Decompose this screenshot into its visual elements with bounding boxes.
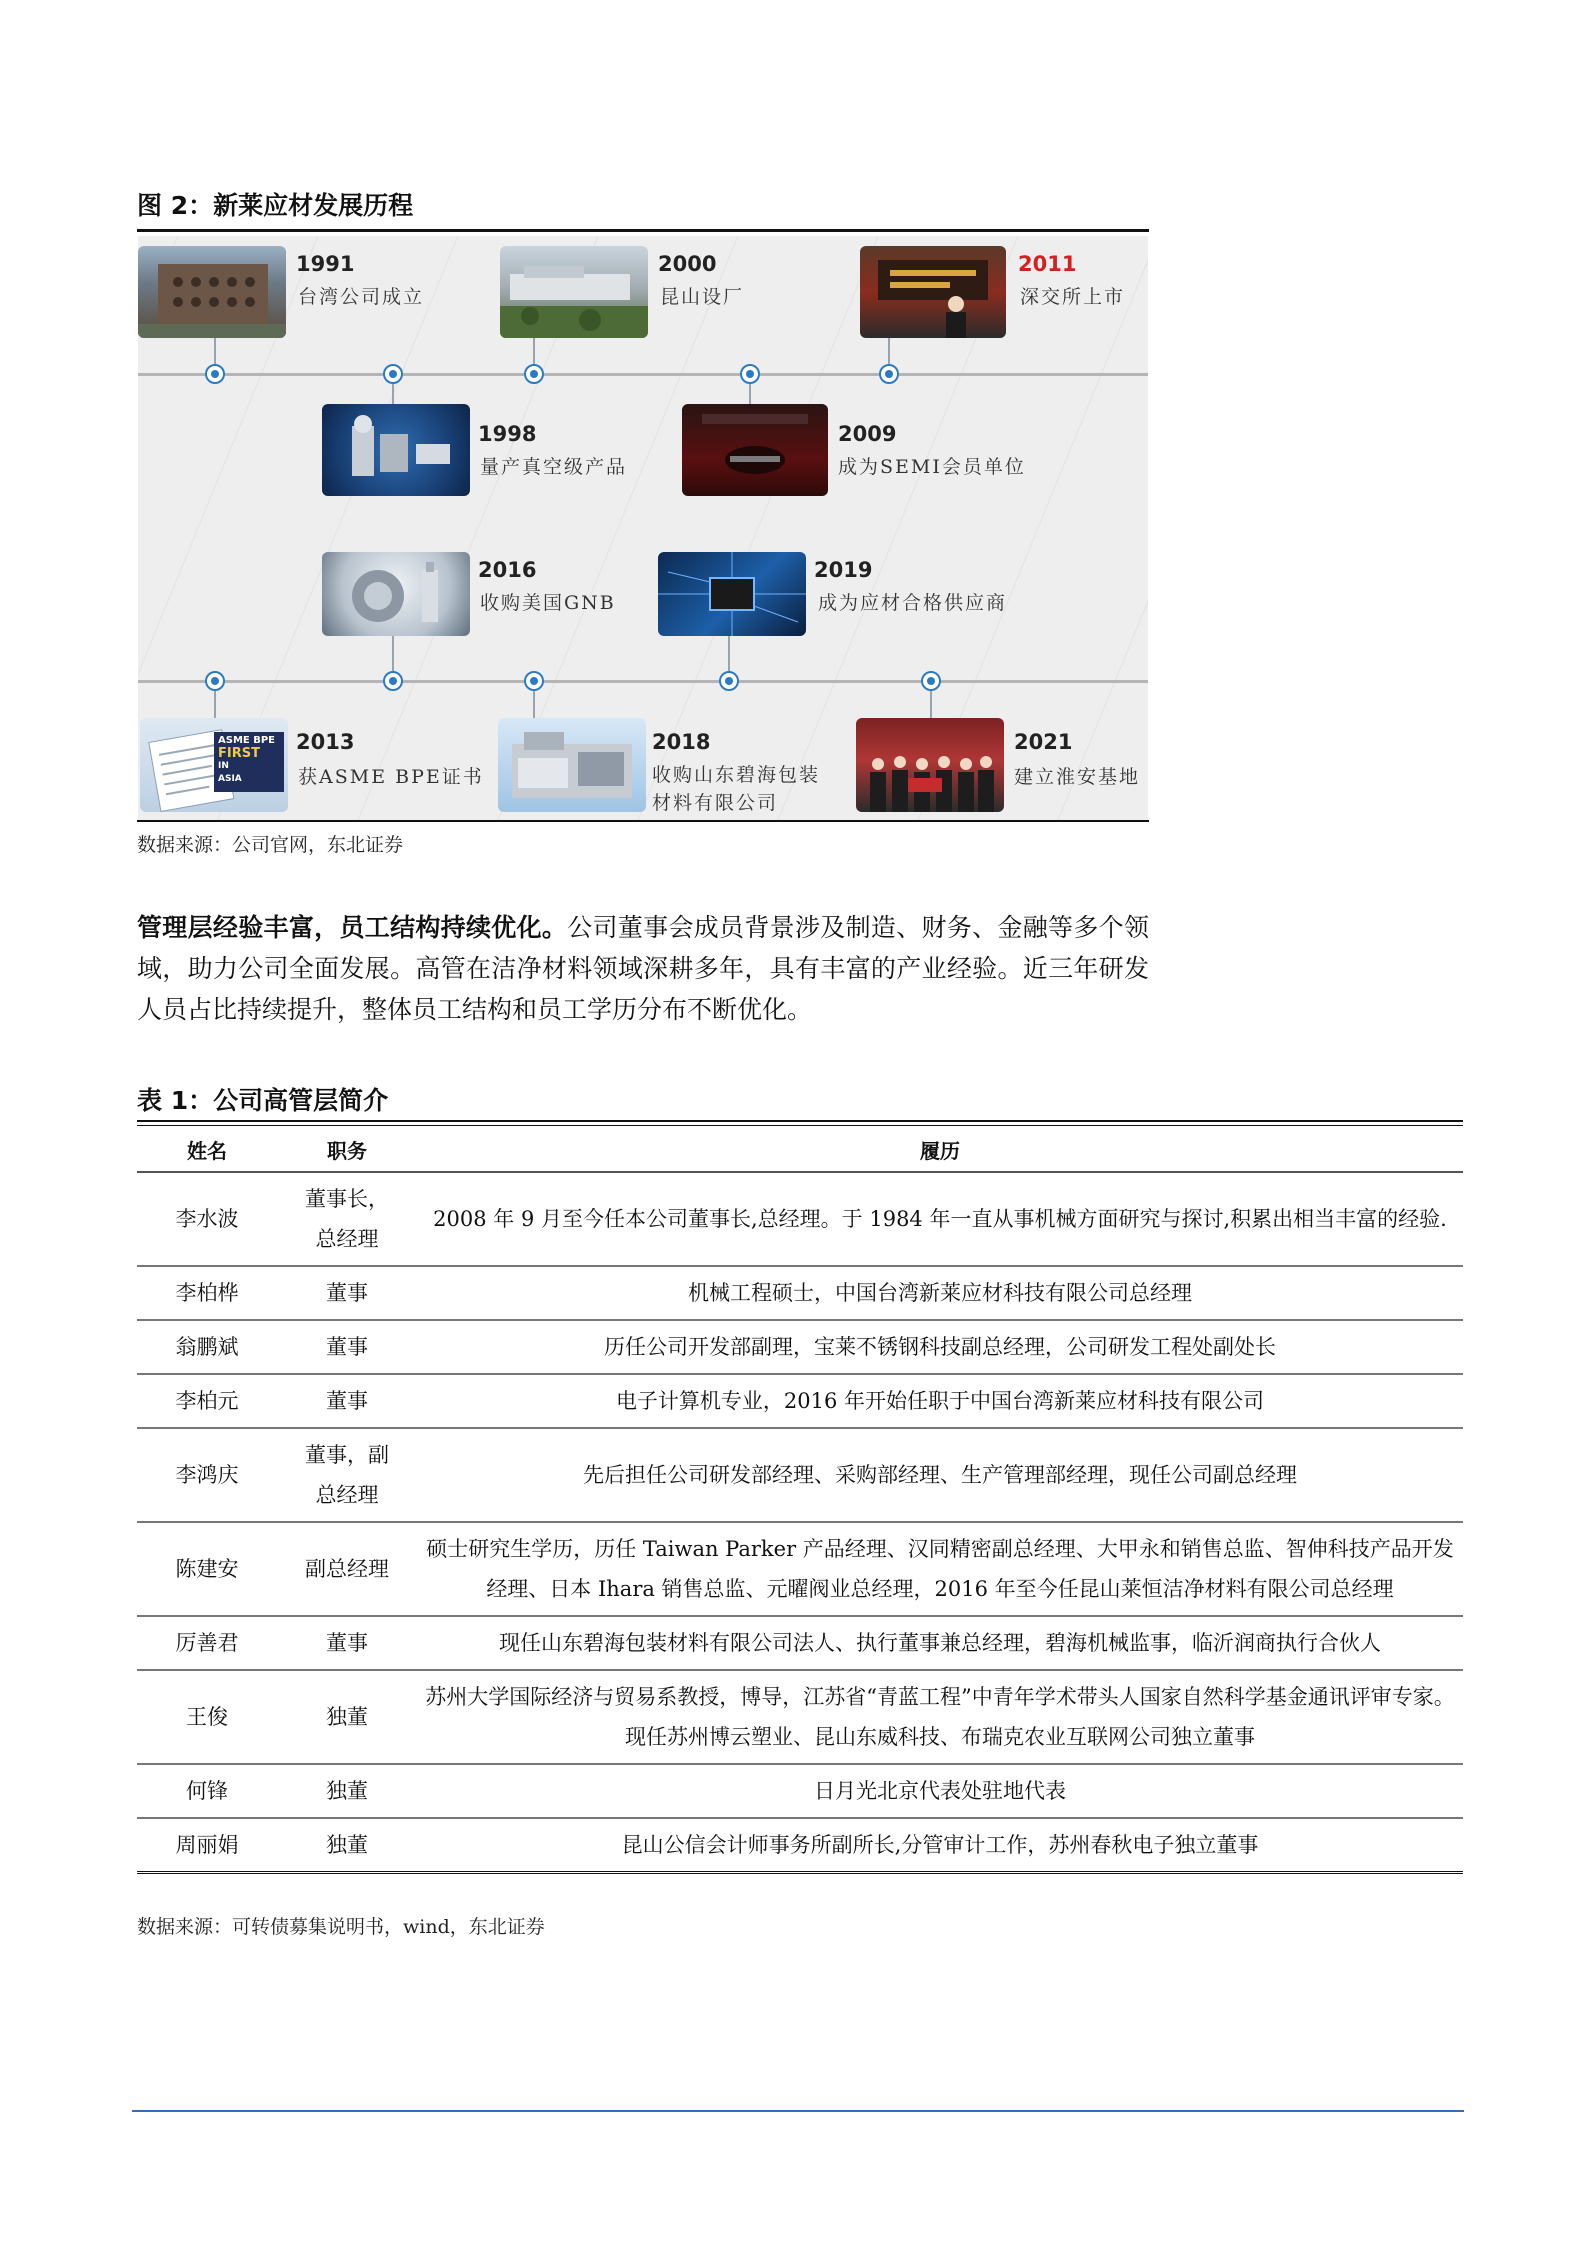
timeline-axis-upper [138,373,1148,376]
cell-name: 王俊 [137,1670,277,1764]
table-row [137,1428,1463,1522]
cell-role: 董事，副总经理 [277,1428,417,1522]
asme-bpe-text: ASME BPE [218,735,275,746]
cell-name: 厉善君 [137,1616,277,1670]
asme-first-text: FIRST [218,746,260,761]
timeline-node [719,671,739,691]
event-year: 2009 [838,422,897,446]
cell-role: 董事 [277,1320,417,1374]
event-desc: 昆山设厂 [660,286,745,308]
photo-taiwan-building [138,246,286,338]
photo-gnb-products [322,552,470,636]
cell-role: 董事 [277,1266,417,1320]
event-desc: 建立淮安基地 [1014,766,1141,788]
table-row [137,1374,1463,1428]
table-header-row [137,1127,1463,1172]
event-desc: 收购美国GNB [480,592,616,614]
cell-cv: 2008 年 9 月至今任本公司董事长,总经理。于 1984 年一直从事机械方面研究与探讨,积累出相当丰富的经验. [417,1172,1463,1266]
timeline-node [205,671,225,691]
figure-source: 数据来源：公司官网，东北证券 [137,834,404,856]
paragraph-lead: 管理层经验丰富，员工结构持续优化。 [137,913,568,942]
event-desc: 台湾公司成立 [298,286,425,308]
cell-role: 独董 [277,1764,417,1818]
cell-role: 董事 [277,1616,417,1670]
event-year: 1991 [296,252,355,276]
event-year: 2000 [658,252,717,276]
cell-cv: 苏州大学国际经济与贸易系教授，博导，江苏省“青蓝工程”中青年学术带头人国家自然科学基金通讯评审专家。现任苏州博云塑业、昆山东威科技、布瑞克农业互联网公司独立董事 [417,1670,1463,1764]
cell-name: 翁鹏斌 [137,1320,277,1374]
event-desc-line1: 收购山东碧海包装 [652,764,821,786]
table-row [137,1266,1463,1320]
cell-cv: 历任公司开发部副理，宝莱不锈钢科技副总经理，公司研发工程处副处长 [417,1320,1463,1374]
event-desc: 获ASME BPE证书 [298,766,484,788]
cell-cv: 硕士研究生学历，历任 Taiwan Parker 产品经理、汉同精密副总经理、大甲永和销售总监、智伸科技产品开发经理、日本 Ihara 销售总监、元曜阀业总经理，2016 年至今任昆山莱恒洁净材料有限公司总经理 [417,1522,1463,1616]
paragraph-body: 公司董事会成员背景涉及制造、财务、金融等多个领域，助力公司全面发展。高管在洁净材料领域深耕多年，具有丰富的产业经验。近三年研发人员占比持续提升，整体员工结构和员工学历分布不断优化。 [137,913,1149,1024]
cell-name: 陈建安 [137,1522,277,1616]
table-row [137,1818,1463,1873]
cell-cv: 日月光北京代表处驻地代表 [417,1764,1463,1818]
cell-name: 周丽娟 [137,1818,277,1873]
photo-vacuum-products [322,404,470,496]
cell-cv: 先后担任公司研发部经理、采购部经理、生产管理部经理，现任公司副总经理 [417,1428,1463,1522]
timeline-node [524,364,544,384]
asme-in-text: IN [218,761,229,771]
cell-cv: 现任山东碧海包装材料有限公司法人、执行董事兼总经理，碧海机械监事，临沂润商执行合伙人 [417,1616,1463,1670]
timeline-node [879,364,899,384]
cell-role: 董事长，总经理 [277,1172,417,1266]
cell-cv: 电子计算机专业，2016 年开始任职于中国台湾新莱应材科技有限公司 [417,1374,1463,1428]
event-year: 2021 [1014,730,1073,754]
event-year: 2016 [478,558,537,582]
table-top-rule [137,1120,1463,1122]
figure-top-rule [137,229,1149,232]
table-row [137,1616,1463,1670]
cell-cv: 昆山公信会计师事务所副所长,分管审计工作，苏州春秋电子独立董事 [417,1818,1463,1873]
event-desc: 量产真空级产品 [480,456,628,478]
table-title: 表 1：公司高管层简介 [137,1086,389,1115]
photo-packaging-machine [498,718,646,812]
table-source: 数据来源：可转债募集说明书，wind，东北证券 [137,1916,545,1938]
body-paragraph [137,907,1149,1030]
figure-title: 图 2：新莱应材发展历程 [137,191,414,220]
photo-huaian-signing [856,718,1004,812]
footer-rule [132,2110,1464,2112]
timeline-figure [138,236,1148,820]
photo-kunshan-factory [500,246,648,338]
timeline-node [383,364,403,384]
cell-name: 李鸿庆 [137,1428,277,1522]
cell-cv: 机械工程硕士，中国台湾新莱应材科技有限公司总经理 [417,1266,1463,1320]
asme-asia-text: ASIA [218,774,242,784]
photo-listing-ceremony [860,246,1006,338]
header-role: 职务 [277,1127,417,1172]
cell-name: 李水波 [137,1172,277,1266]
timeline-node [205,364,225,384]
event-desc: 成为SEMI会员单位 [838,456,1026,478]
cell-name: 李柏桦 [137,1266,277,1320]
event-desc-line2: 材料有限公司 [652,792,779,814]
photo-asme-certificate [140,718,288,812]
photo-chip-circuit [658,552,806,636]
event-year: 2018 [652,730,711,754]
cell-name: 李柏元 [137,1374,277,1428]
photo-semi-certificate [682,404,828,496]
event-year: 1998 [478,422,537,446]
table-row [137,1320,1463,1374]
cell-name: 何锋 [137,1764,277,1818]
timeline-node [524,671,544,691]
table-row [137,1764,1463,1818]
timeline-node [740,364,760,384]
figure-bottom-rule [137,820,1149,822]
event-year: 2019 [814,558,873,582]
cell-role: 独董 [277,1818,417,1873]
timeline-axis-lower [138,680,1148,683]
table-top-rule-thin [137,1125,1463,1126]
cell-role: 副总经理 [277,1522,417,1616]
event-desc: 深交所上市 [1020,286,1126,308]
table-row [137,1172,1463,1266]
event-year-highlight: 2011 [1018,252,1077,276]
header-name: 姓名 [137,1127,277,1172]
cell-role: 董事 [277,1374,417,1428]
event-year: 2013 [296,730,355,754]
table-row [137,1522,1463,1616]
header-cv: 履历 [417,1127,1463,1172]
event-desc: 成为应材合格供应商 [818,592,1008,614]
management-table [137,1127,1463,1874]
cell-role: 独董 [277,1670,417,1764]
timeline-node [921,671,941,691]
timeline-node [383,671,403,691]
table-row [137,1670,1463,1764]
